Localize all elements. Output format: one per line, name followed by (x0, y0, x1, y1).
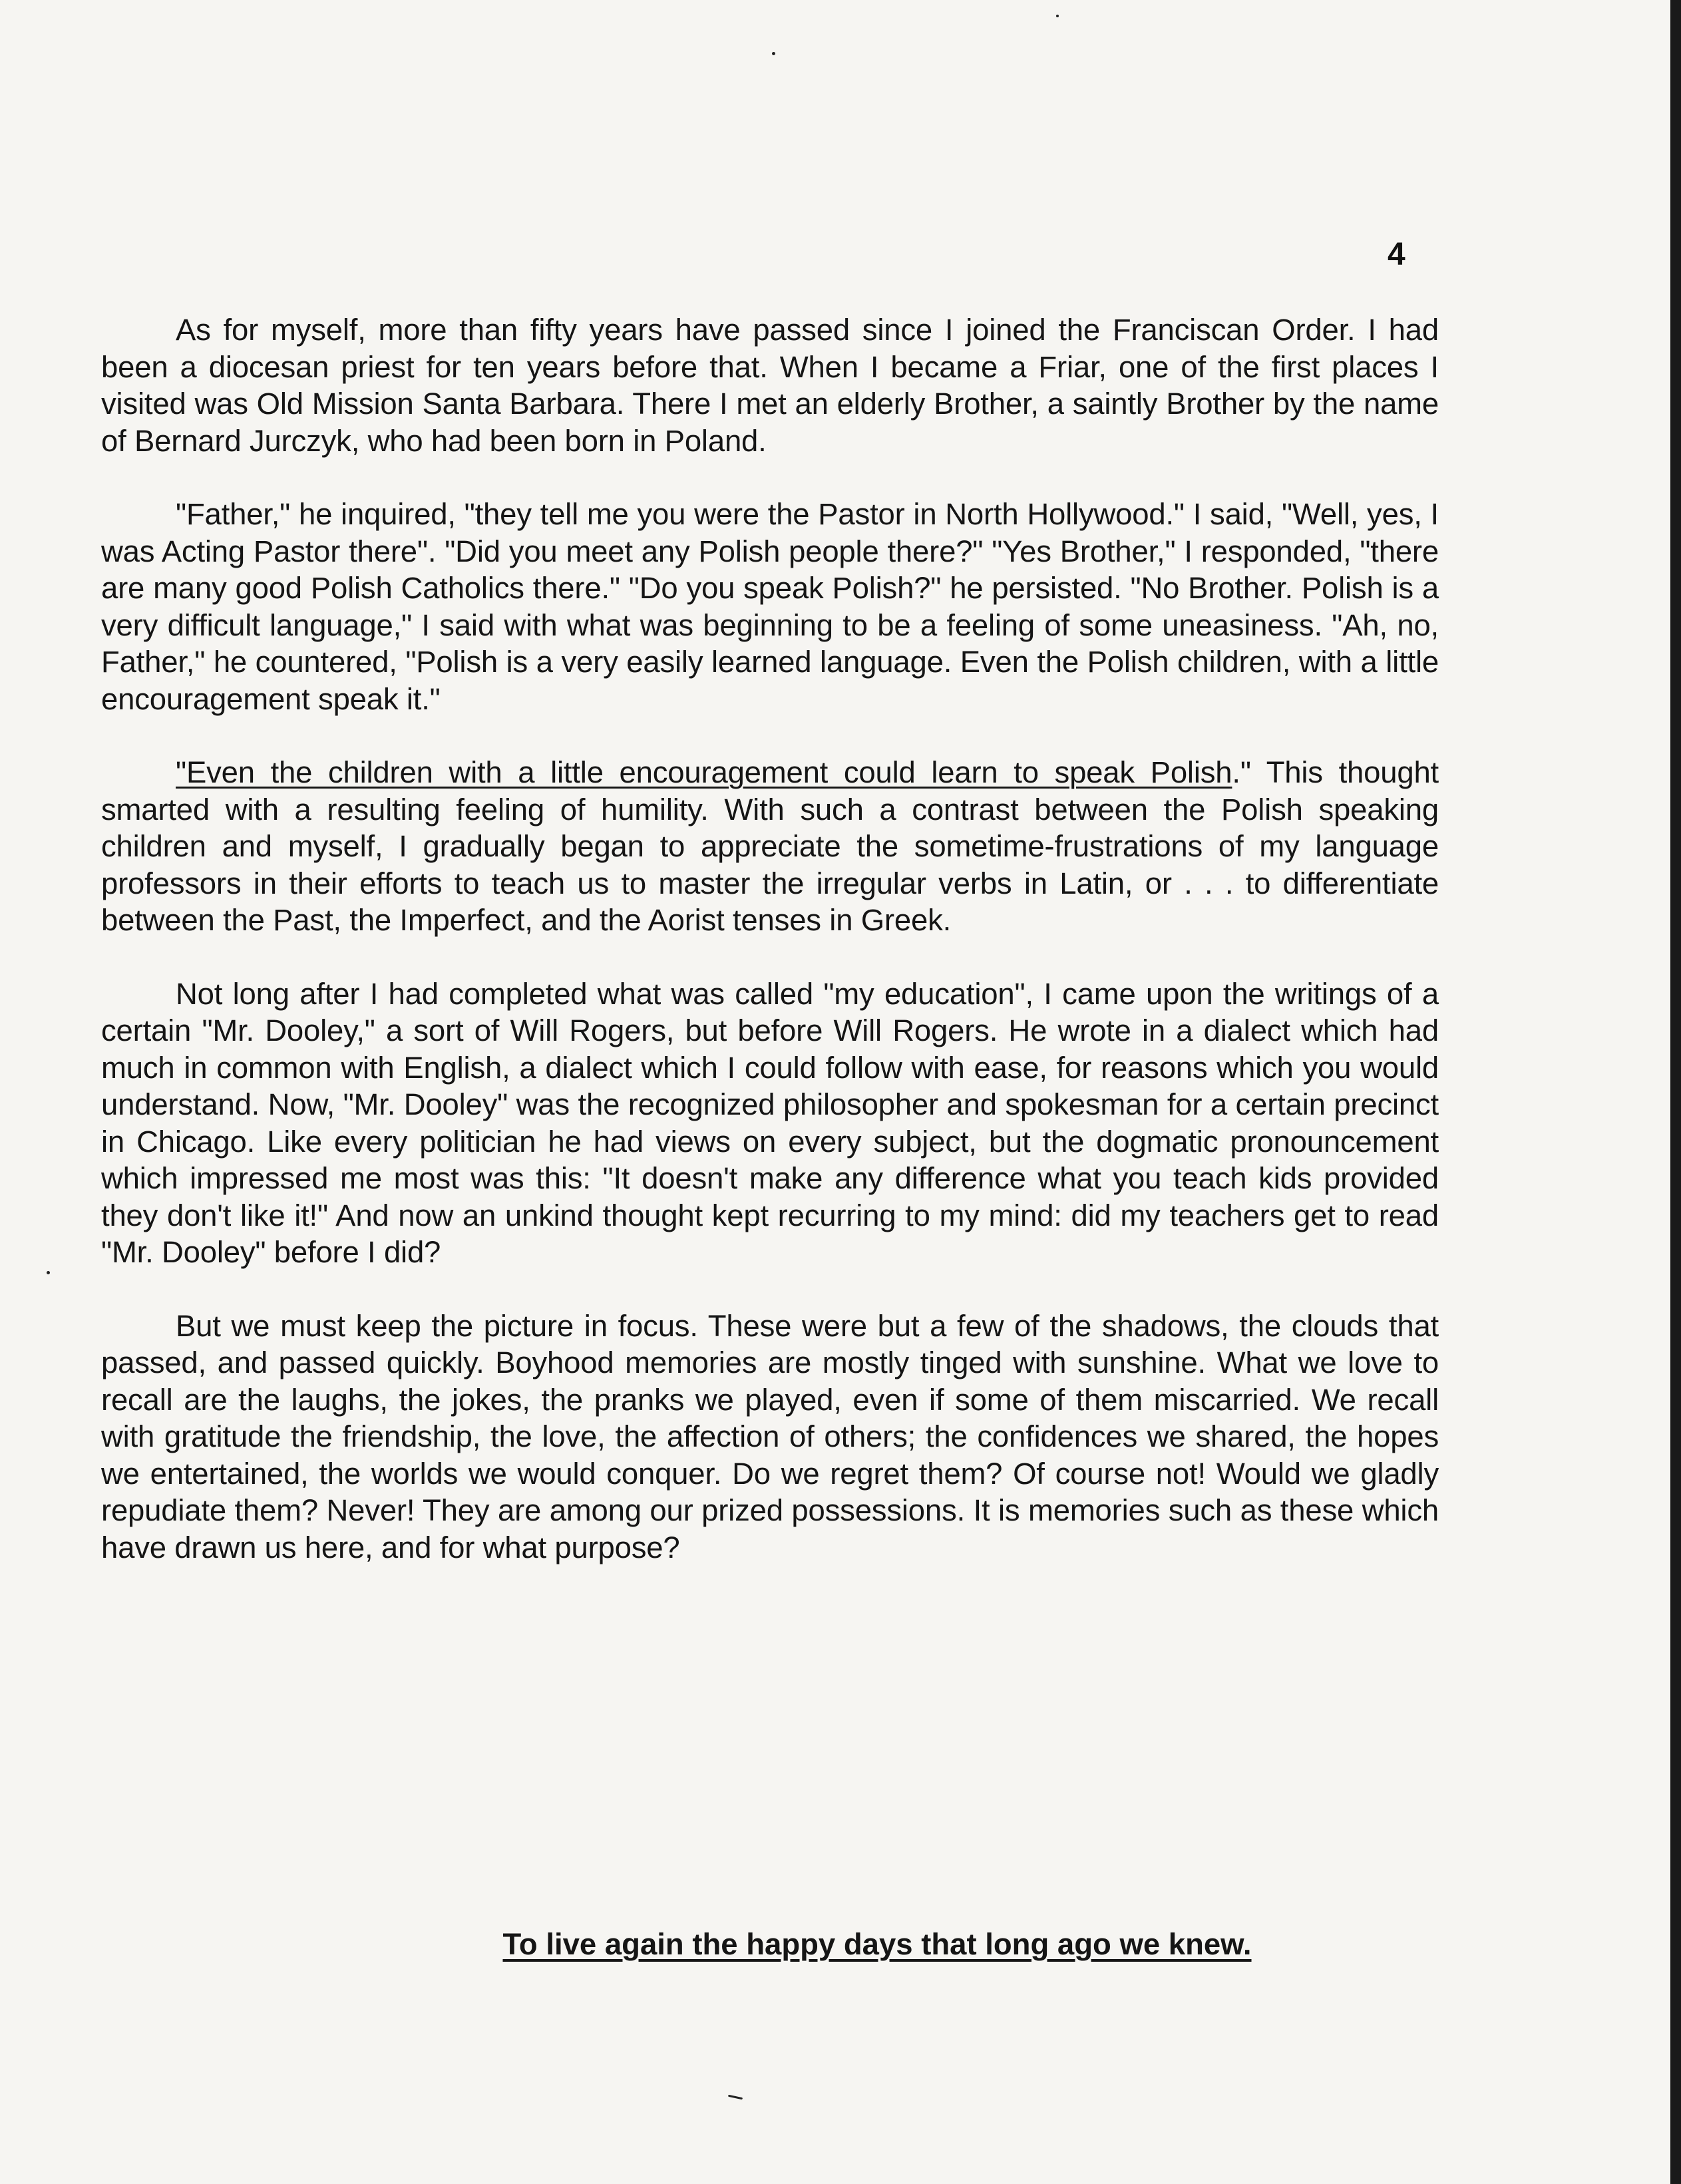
bleed-through-header (466, 223, 1065, 243)
paragraph-5: But we must keep the picture in focus. These were but a few of the shadows, the clouds that passed, and passed quickly. Boyhood memories are mostly tinged with sunshine. What we love to recall are the laughs, the jokes, the pranks we played, even if some of them miscarried. We recall with gratitude the friendship, the love, the affection of others; the confidences we shared, the hopes we entertained, the worlds we would conquer. Do we regret them? Of course not! Would we gladly repudiate them? Never! They are among our prized possessions. It is memories such as these which have drawn us here, and for what purpose? (101, 1308, 1439, 1564)
paragraph-4: Not long after I had completed what was called "my education", I came upon the writings of a certain "Mr. Dooley," a sort of Will Rogers, but before Will Rogers. He wrote in a dialect which had much in common with English, a dialect which I could follow with ease, for reasons which you would understand. Now, "Mr. Dooley" was the recognized philosopher and spokesman for a certain precinct in Chicago. Like every politician he had views on every subject, but the dogmatic pronouncement which impressed me most was this: "It doesn't make any difference what you teach kids provided they don't like it!" And now an unkind thought kept recurring to my mind: did my teachers get to read "Mr. Dooley" before I did? (101, 976, 1439, 1269)
scan-speck (772, 52, 775, 55)
body-text (101, 311, 1439, 1566)
scan-edge (1670, 0, 1681, 2184)
page-number: 4 (1388, 237, 1405, 272)
closing-line (0, 1927, 1681, 1962)
paragraph-1: As for myself, more than fifty years have passed since I joined the Franciscan Order. I had been a diocesan priest for ten years before that. When I became a Friar, one of the first places I visited was Old Mission Santa Barbara. There I met an elderly Brother, a saintly Brother by the name of Bernard Jurczyk, who had been born in Poland. (101, 313, 1439, 458)
scan-speck (47, 1271, 50, 1274)
underlined-quote: "Even the children with a little encouragement could learn to speak Polish (176, 755, 1232, 789)
paragraph-2: "Father," he inquired, "they tell me you were the Pastor in North Hollywood." I said, "Well, yes, I was Acting Pastor there". "Did you meet any Polish people there?" "Yes Brother," I responded, "there are many good Polish Catholics there." "Do you speak Polish?" he persisted. "No Brother. Polish is a very difficult language," I said with what was beginning to be a feeling of some uneasiness. "Ah, no, Father," he countered, "Polish is a very easily learned language. Even the Polish children, with a little encouragement speak it." (101, 497, 1439, 716)
scan-speck (728, 2095, 743, 2100)
paragraph-3-text: ." This thought smarted with a resulting feeling of humility. With such a contrast between the Polish speaking children and myself, I gradually began to appreciate the sometime-frustrations of my language professors in their efforts to teach us to master the irregular verbs in Latin, or . . . to differentiate between the Past, the Imperfect, and the Aorist tenses in Greek. (101, 755, 1439, 937)
closing-line-text: To live again the happy days that long ago we knew. (502, 1927, 1252, 1961)
scan-speck (1056, 15, 1059, 17)
paragraph-3 (101, 754, 1439, 939)
